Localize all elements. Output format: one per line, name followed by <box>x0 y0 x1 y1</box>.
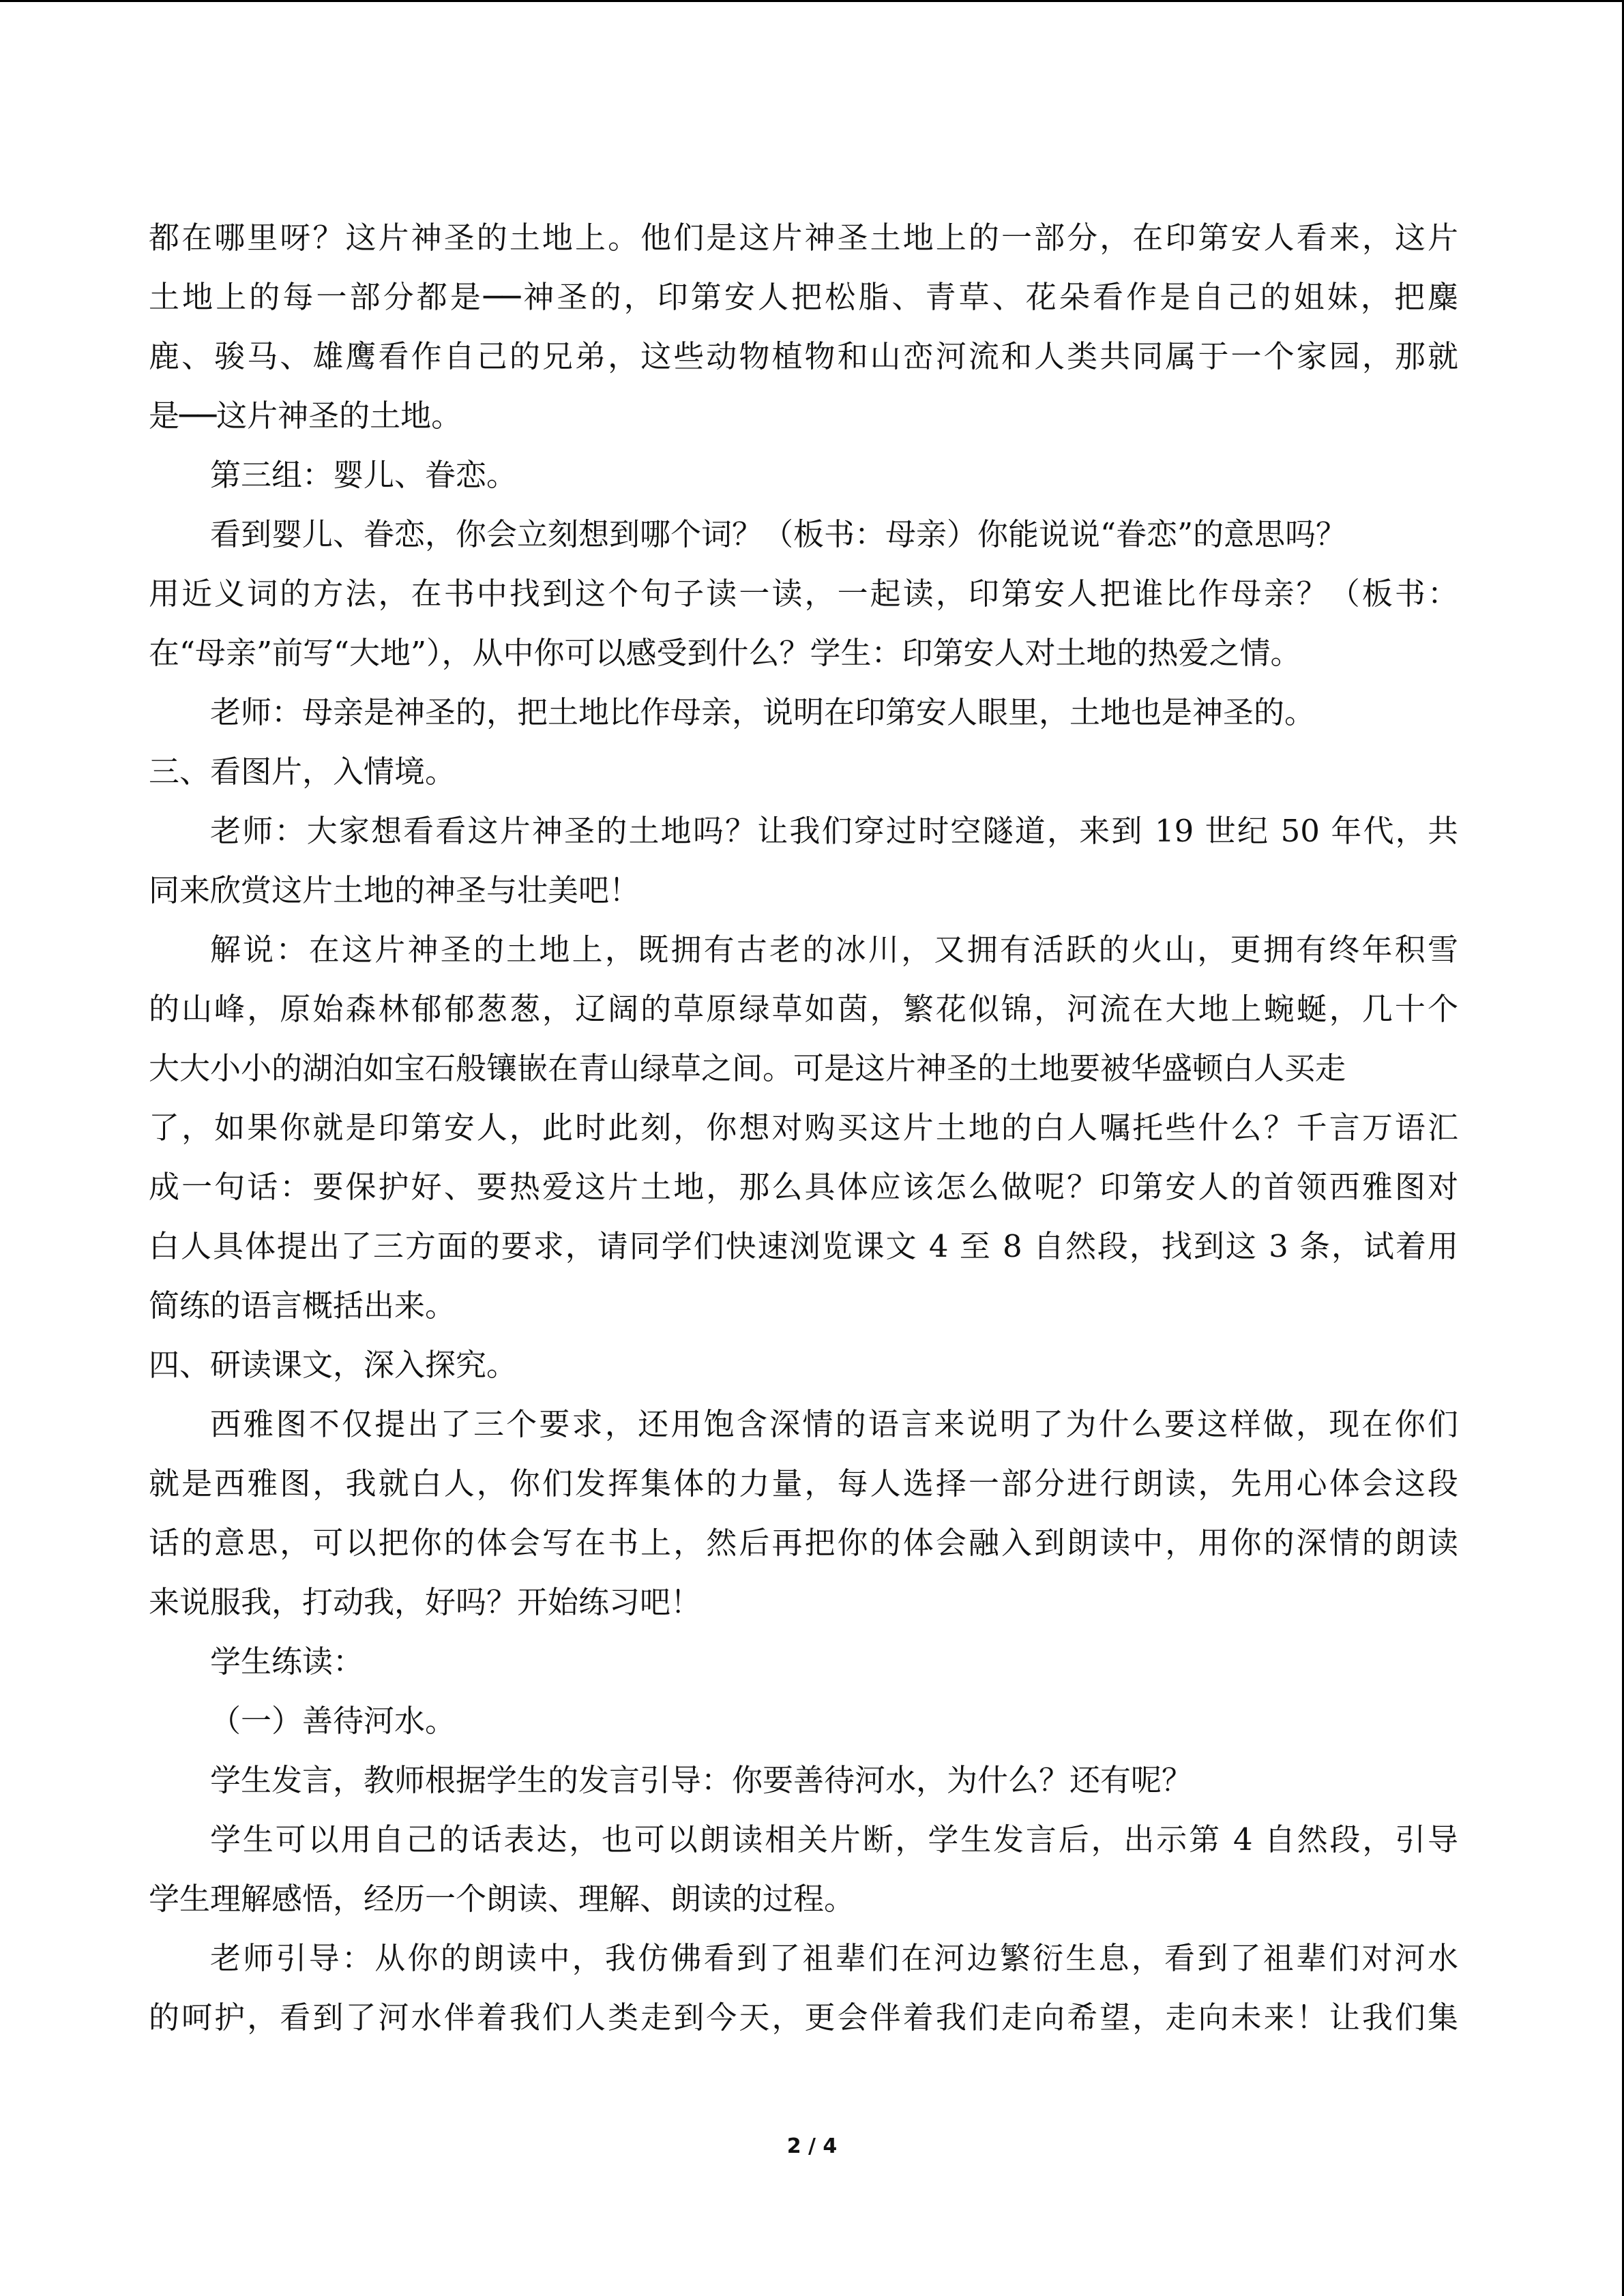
section-heading: 四、研读课文，深入探究。 <box>149 1347 518 1383</box>
text-line: 话的意思，可以把你的体会写在书上，然后再把你的体会融入到朗读中，用你的深情的朗读 <box>149 1525 1458 1561</box>
text-line: 在“母亲”前写“大地”），从中你可以感受到什么？学生：印第安人对土地的热爱之情。 <box>149 635 1301 671</box>
text-line: 老师：大家想看看这片神圣的土地吗？让我们穿过时空隧道，来到 19 世纪 50 年代，共 <box>210 813 1458 849</box>
text-line: 来说服我，打动我，好吗？开始练习吧！ <box>149 1584 702 1620</box>
text-line: 同来欣赏这片土地的神圣与壮美吧！ <box>149 872 640 908</box>
text-line: 是──这片神圣的土地。 <box>149 398 462 434</box>
text-line: 鹿、骏马、雄鹰看作自己的兄弟，这些动物植物和山峦河流和人类共同属于一个家园，那就 <box>149 338 1458 374</box>
text-line: 第三组：婴儿、眷恋。 <box>210 457 518 493</box>
page-number: 2 / 4 <box>786 2134 838 2158</box>
text-line: 学生发言，教师根据学生的发言引导：你要善待河水，为什么？还有呢？ <box>210 1762 1193 1798</box>
text-line: 的呵护，看到了河水伴着我们人类走到今天，更会伴着我们走向希望，走向未来！让我们集 <box>149 1999 1458 2036</box>
text-line: 老师：母亲是神圣的，把土地比作母亲，说明在印第安人眼里，土地也是神圣的。 <box>210 694 1316 730</box>
text-line: 解说：在这片神圣的土地上，既拥有古老的冰川，又拥有活跃的火山，更拥有终年积雪 <box>210 931 1458 968</box>
text-line: 了，如果你就是印第安人，此时此刻，你想对购买这片土地的白人嘱托些什么？千言万语汇 <box>149 1109 1458 1146</box>
text-line: 就是西雅图，我就白人，你们发挥集体的力量，每人选择一部分进行朗读，先用心体会这段 <box>149 1465 1458 1502</box>
text-line: 都在哪里呀？这片神圣的土地上。他们是这片神圣土地上的一部分，在印第安人看来，这片 <box>149 220 1458 256</box>
text-line: 简练的语言概括出来。 <box>149 1287 456 1324</box>
text-line: 用近义词的方法，在书中找到这个句子读一读，一起读，印第安人把谁比作母亲？（板书： <box>149 576 1458 612</box>
text-line: 学生可以用自己的话表达，也可以朗读相关片断，学生发言后，出示第 4 自然段，引导 <box>210 1821 1458 1858</box>
text-line: 土地上的每一部分都是──神圣的，印第安人把松脂、青草、花朵看作是自己的姐妹，把麋 <box>149 279 1458 315</box>
text-line: 学生理解感悟，经历一个朗读、理解、朗读的过程。 <box>149 1881 855 1917</box>
text-line: （一）善待河水。 <box>210 1703 456 1739</box>
text-line: 看到婴儿、眷恋，你会立刻想到哪个词？（板书：母亲）你能说说“眷恋”的意思吗？ <box>210 516 1347 552</box>
text-line: 西雅图不仅提出了三个要求，还用饱含深情的语言来说明了为什么要这样做，现在你们 <box>210 1406 1458 1442</box>
text-line: 白人具体提出了三方面的要求，请同学们快速浏览课文 4 至 8 自然段，找到这 3 条，试着用 <box>149 1228 1458 1264</box>
text-line: 大大小小的湖泊如宝石般镶嵌在青山绿草之间。可是这片神圣的土地要被华盛顿白人买走 <box>149 1050 1346 1086</box>
document-body <box>149 208 1458 2047</box>
text-line: 的山峰，原始森林郁郁葱葱，辽阔的草原绿草如茵，繁花似锦，河流在大地上蜿蜒，几十个 <box>149 991 1458 1027</box>
text-line: 学生练读： <box>210 1643 364 1680</box>
section-heading: 三、看图片，入情境。 <box>149 754 456 790</box>
page-border-top <box>0 0 1624 2</box>
text-line: 老师引导：从你的朗读中，我仿佛看到了祖辈们在河边繁衍生息，看到了祖辈们对河水 <box>210 1940 1458 1976</box>
text-line: 成一句话：要保护好、要热爱这片土地，那么具体应该怎么做呢？印第安人的首领西雅图对 <box>149 1169 1458 1205</box>
